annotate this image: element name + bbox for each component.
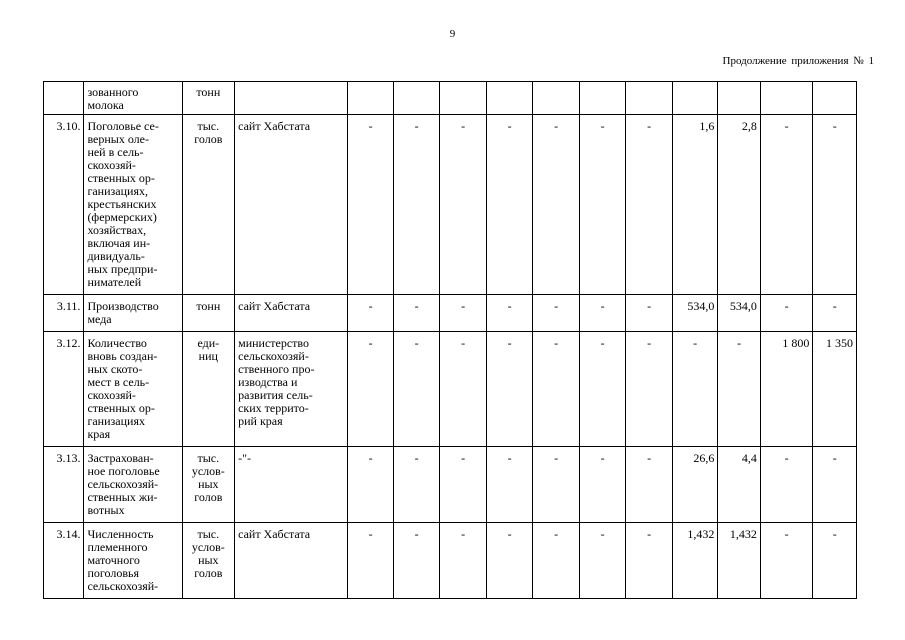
data-source-line: сайт Хабстата — [238, 527, 311, 541]
value-cell: 1 350 — [813, 332, 857, 447]
value-cell: - — [626, 115, 673, 295]
value-cell: - — [760, 447, 813, 523]
table-body — [44, 82, 857, 599]
unit-line: голов — [194, 132, 223, 146]
indicator-name-line: ней в сель- — [87, 145, 144, 159]
indicator-name-line: Производство — [87, 299, 159, 313]
indicator-name-line: нимателей — [87, 275, 142, 289]
unit-line: тыс. — [197, 119, 220, 133]
unit-line: тонн — [196, 85, 221, 99]
value-cell: 1 800 — [760, 332, 813, 447]
value-cell: - — [579, 447, 626, 523]
appendix-table — [43, 81, 857, 599]
indicator-name-line: Поголовье се- — [87, 119, 159, 133]
data-source — [235, 295, 348, 332]
value-cell: 534,0 — [672, 295, 718, 332]
value-cell: - — [486, 115, 533, 295]
indicator-name — [84, 115, 182, 295]
value-cell — [813, 82, 857, 115]
unit — [182, 295, 235, 332]
unit-line: ных — [198, 477, 219, 491]
value-cell: - — [760, 523, 813, 599]
indicator-name-line: племенного — [87, 540, 148, 554]
indicator-name-line: маточного — [87, 553, 140, 567]
value-cell — [393, 82, 440, 115]
value-cell: - — [348, 523, 394, 599]
unit-line: ных — [198, 553, 219, 567]
value-cell: - — [348, 115, 394, 295]
value-cell: - — [393, 447, 440, 523]
unit-line: тонн — [196, 299, 221, 313]
value-cell: 2,8 — [718, 115, 760, 295]
value-cell: - — [579, 295, 626, 332]
data-source — [235, 332, 348, 447]
value-cell: - — [533, 332, 580, 447]
indicator-name-line: хозяйствах, — [87, 223, 147, 237]
value-cell — [760, 82, 813, 115]
indicator-name-line: мест в сель- — [87, 375, 150, 389]
value-cell: - — [813, 295, 857, 332]
value-cell: - — [579, 332, 626, 447]
value-cell: 1,432 — [718, 523, 760, 599]
indicator-name-line: Застрахован- — [87, 451, 154, 465]
indicator-name-line: ганизациях, — [87, 184, 148, 198]
page-number: 9 — [449, 28, 456, 40]
value-cell: - — [626, 523, 673, 599]
table-row — [44, 115, 857, 295]
indicator-name-line: ных предпри- — [87, 262, 158, 276]
indicator-name — [84, 82, 182, 115]
unit-line: тыс. — [197, 451, 220, 465]
data-source — [235, 447, 348, 523]
value-cell: - — [760, 115, 813, 295]
row-number: 3.11. — [44, 295, 84, 332]
value-cell: - — [486, 447, 533, 523]
row-number: 3.12. — [44, 332, 84, 447]
value-cell — [579, 82, 626, 115]
indicator-name-line: сельскохозяй- — [87, 579, 159, 593]
unit — [182, 523, 235, 599]
value-cell: 1,6 — [672, 115, 718, 295]
data-source-line: ских террито- — [238, 401, 309, 415]
value-cell: - — [813, 523, 857, 599]
value-cell: - — [813, 115, 857, 295]
value-cell: - — [393, 295, 440, 332]
indicator-name-line: ственных жи- — [87, 490, 158, 504]
indicator-name-line: меда — [87, 312, 112, 326]
indicator-name — [84, 523, 182, 599]
unit-line: услов- — [191, 540, 225, 554]
table-row — [44, 332, 857, 447]
indicator-name — [84, 332, 182, 447]
row-number: 3.14. — [44, 523, 84, 599]
value-cell: - — [440, 295, 487, 332]
data-source-line: сайт Хабстата — [238, 299, 311, 313]
value-cell: - — [672, 332, 718, 447]
value-cell: - — [533, 115, 580, 295]
indicator-name — [84, 447, 182, 523]
indicator-name-line: дивидуаль- — [87, 249, 145, 263]
row-number: 3.13. — [44, 447, 84, 523]
data-source-line: рий края — [238, 414, 283, 428]
value-cell: - — [440, 447, 487, 523]
unit-line: услов- — [191, 464, 225, 478]
value-cell: - — [348, 295, 394, 332]
data-source-line: изводства и — [238, 375, 298, 389]
indicator-name-line: зованного — [87, 85, 139, 99]
value-cell: - — [393, 332, 440, 447]
value-cell: - — [486, 332, 533, 447]
value-cell — [533, 82, 580, 115]
value-cell: - — [718, 332, 760, 447]
row-number — [44, 82, 84, 115]
data-source-line: сайт Хабстата — [238, 119, 311, 133]
value-cell: - — [533, 295, 580, 332]
indicator-name-line: включая ин- — [87, 236, 151, 250]
indicator-name-line: ганизациях — [87, 414, 145, 428]
unit — [182, 82, 235, 115]
value-cell: - — [440, 332, 487, 447]
data-source-line: ственного про- — [238, 362, 315, 376]
data-source-line: -"- — [238, 451, 251, 465]
unit — [182, 447, 235, 523]
value-cell: - — [579, 523, 626, 599]
value-cell — [626, 82, 673, 115]
table-row — [44, 295, 857, 332]
indicator-name-line: края — [87, 427, 111, 441]
value-cell — [486, 82, 533, 115]
value-cell: - — [579, 115, 626, 295]
indicator-name-line: ственных ор- — [87, 171, 155, 185]
value-cell: 1,432 — [672, 523, 718, 599]
value-cell — [718, 82, 760, 115]
indicator-name-line: скохозяй- — [87, 158, 136, 172]
row-number: 3.10. — [44, 115, 84, 295]
value-cell: - — [440, 523, 487, 599]
indicator-name-line: молока — [87, 98, 124, 112]
value-cell: - — [760, 295, 813, 332]
value-cell: - — [440, 115, 487, 295]
value-cell: - — [393, 115, 440, 295]
data-source — [235, 115, 348, 295]
indicator-name-line: верных оле- — [87, 132, 149, 146]
indicator-name-line: поголовья — [87, 566, 139, 580]
data-source — [235, 523, 348, 599]
value-cell: - — [626, 295, 673, 332]
unit-line: ниц — [198, 349, 218, 363]
unit-line: тыс. — [197, 527, 220, 541]
continuation-label: Продолжение приложения № 1 — [722, 55, 874, 67]
indicator-name-line: ственных ор- — [87, 401, 155, 415]
data-source-line: сельскохозяй- — [238, 349, 309, 363]
value-cell — [440, 82, 487, 115]
indicator-name-line: сельскохозяй- — [87, 477, 159, 491]
value-cell: - — [348, 447, 394, 523]
value-cell: - — [393, 523, 440, 599]
unit-line: голов — [194, 490, 223, 504]
value-cell: - — [626, 332, 673, 447]
table-row — [44, 447, 857, 523]
value-cell: - — [533, 523, 580, 599]
value-cell: 4,4 — [718, 447, 760, 523]
unit — [182, 332, 235, 447]
table-row — [44, 523, 857, 599]
value-cell: - — [626, 447, 673, 523]
unit-line: голов — [194, 566, 223, 580]
value-cell: - — [533, 447, 580, 523]
indicator-name-line: вновь создан- — [87, 349, 158, 363]
indicator-name-line: ное поголовье — [87, 464, 160, 478]
value-cell: - — [813, 447, 857, 523]
indicator-name-line: скохозяй- — [87, 388, 136, 402]
value-cell: 534,0 — [718, 295, 760, 332]
value-cell: - — [486, 295, 533, 332]
data-source-line: министерство — [238, 336, 310, 350]
value-cell — [348, 82, 394, 115]
value-cell: - — [348, 332, 394, 447]
table-row — [44, 82, 857, 115]
indicator-name-line: (фермерских) — [87, 210, 157, 224]
indicator-name-line: Количество — [87, 336, 147, 350]
indicator-name-line: крестьянских — [87, 197, 157, 211]
value-cell: - — [486, 523, 533, 599]
data-source-line: развития сель- — [238, 388, 313, 402]
unit-line: еди- — [197, 336, 220, 350]
indicator-name-line: вотных — [87, 503, 125, 517]
value-cell: 26,6 — [672, 447, 718, 523]
indicator-name — [84, 295, 182, 332]
data-source — [235, 82, 348, 115]
unit — [182, 115, 235, 295]
indicator-name-line: Численность — [87, 527, 154, 541]
value-cell — [672, 82, 718, 115]
indicator-name-line: ных ското- — [87, 362, 143, 376]
